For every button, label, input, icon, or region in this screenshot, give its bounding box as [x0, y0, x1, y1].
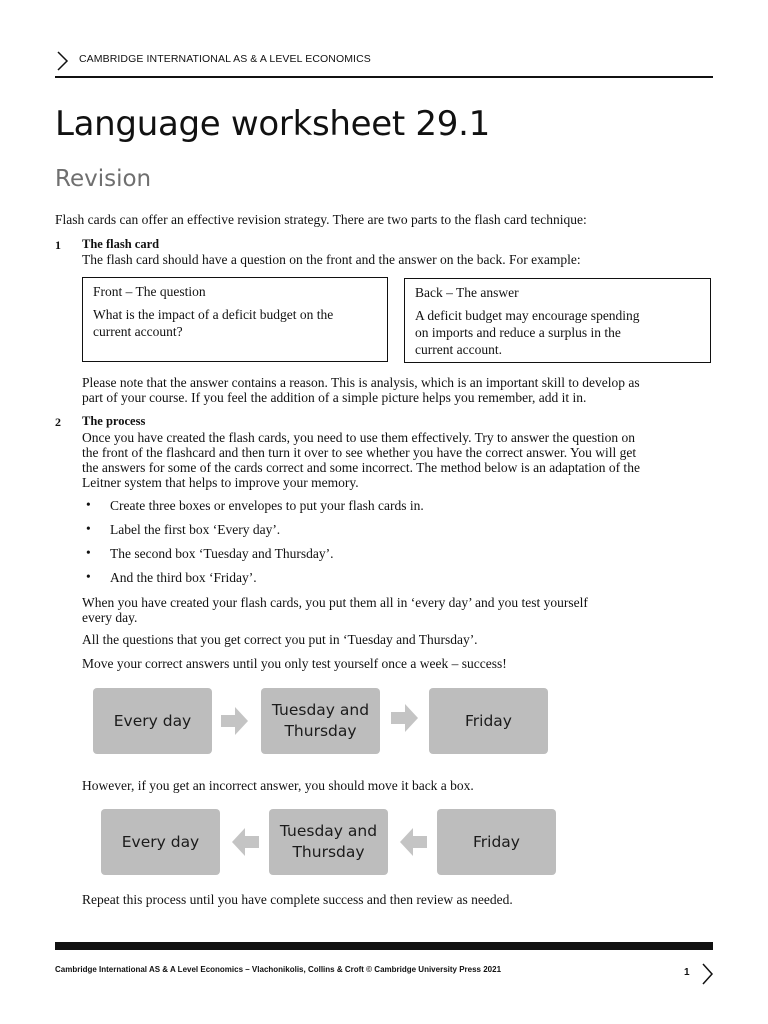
intro-text: Flash cards can offer an effective revision strategy. There are two parts to the flash card technique:	[55, 212, 587, 227]
flow1-box-friday: Friday	[429, 688, 548, 754]
header-text: CAMBRIDGE INTERNATIONAL AS & A LEVEL ECONOMICS	[79, 53, 371, 65]
section1-text: The flash card should have a question on the front and the answer on the back. For example:	[82, 252, 581, 267]
chevron-right-icon	[55, 50, 69, 72]
footer-credit: Cambridge International AS & A Level Economics – Vlachonikolis, Collins & Croft © Cambridge University Press 2021	[55, 965, 502, 974]
front-question-line1: What is the impact of a deficit budget on the	[93, 307, 334, 322]
page-title: Language worksheet 29.1	[55, 104, 490, 144]
arrow-left-icon	[399, 827, 427, 857]
front-question-line2: current account?	[93, 324, 183, 339]
page-number: 1	[684, 967, 690, 978]
front-heading: Front – The question	[93, 284, 206, 299]
footer-rule	[55, 942, 713, 950]
section-heading-process: The process	[82, 414, 146, 428]
bullet-dot-icon: •	[86, 521, 91, 536]
bullet-dot-icon: •	[86, 545, 91, 560]
repeat-text: Repeat this process until you have complete success and then review as needed.	[82, 892, 513, 907]
process-line1: Once you have created the flash cards, you need to use them effectively. Try to answer the question on	[82, 430, 635, 445]
incorrect-text: However, if you get an incorrect answer, you should move it back a box.	[82, 778, 474, 793]
flow1-box-tuesday-thursday: Tuesday and Thursday	[261, 688, 380, 754]
flash-card-front	[82, 277, 388, 362]
move-text: Move your correct answers until you only test yourself once a week – success!	[82, 656, 507, 671]
flow2-box-every-day: Every day	[101, 809, 220, 875]
back-heading: Back – The answer	[415, 285, 519, 300]
flow2-box-tuesday-thursday: Tuesday and Thursday	[269, 809, 388, 875]
arrow-right-icon	[221, 706, 249, 736]
section-number-1: 1	[55, 238, 61, 252]
arrow-right-icon	[391, 703, 419, 733]
bullet-dot-icon: •	[86, 497, 91, 512]
note-line1: Please note that the answer contains a reason. This is analysis, which is an important skill to develop as	[82, 375, 640, 390]
back-answer-line3: current account.	[415, 342, 502, 357]
back-answer-line1: A deficit budget may encourage spending	[415, 308, 640, 323]
bullet-dot-icon: •	[86, 569, 91, 584]
process-line4: Leitner system that helps to improve your memory.	[82, 475, 359, 490]
flow2-box-friday: Friday	[437, 809, 556, 875]
note-line2: part of your course. If you feel the addition of a simple picture helps you remember, add it in.	[82, 390, 587, 405]
correct-text: All the questions that you get correct you put in ‘Tuesday and Thursday’.	[82, 632, 478, 647]
back-answer-line2: on imports and reduce a surplus in the	[415, 325, 621, 340]
flash-card-back	[404, 278, 711, 363]
chevron-right-icon	[700, 962, 714, 986]
after-line2: every day.	[82, 610, 138, 625]
page-subtitle: Revision	[55, 166, 152, 192]
flow1-box-every-day: Every day	[93, 688, 212, 754]
running-header	[55, 46, 713, 78]
section-heading-flash-card: The flash card	[82, 237, 160, 251]
arrow-left-icon	[231, 827, 259, 857]
section-number-2: 2	[55, 415, 61, 429]
process-line3: the answers for some of the cards correct and some incorrect. The method below is an adaptation of the	[82, 460, 640, 475]
process-line2: the front of the flashcard and then turn it over to see whether you have the correct answer. You will get	[82, 445, 637, 460]
after-line1: When you have created your flash cards, you put them all in ‘every day’ and you test yourself	[82, 595, 588, 610]
